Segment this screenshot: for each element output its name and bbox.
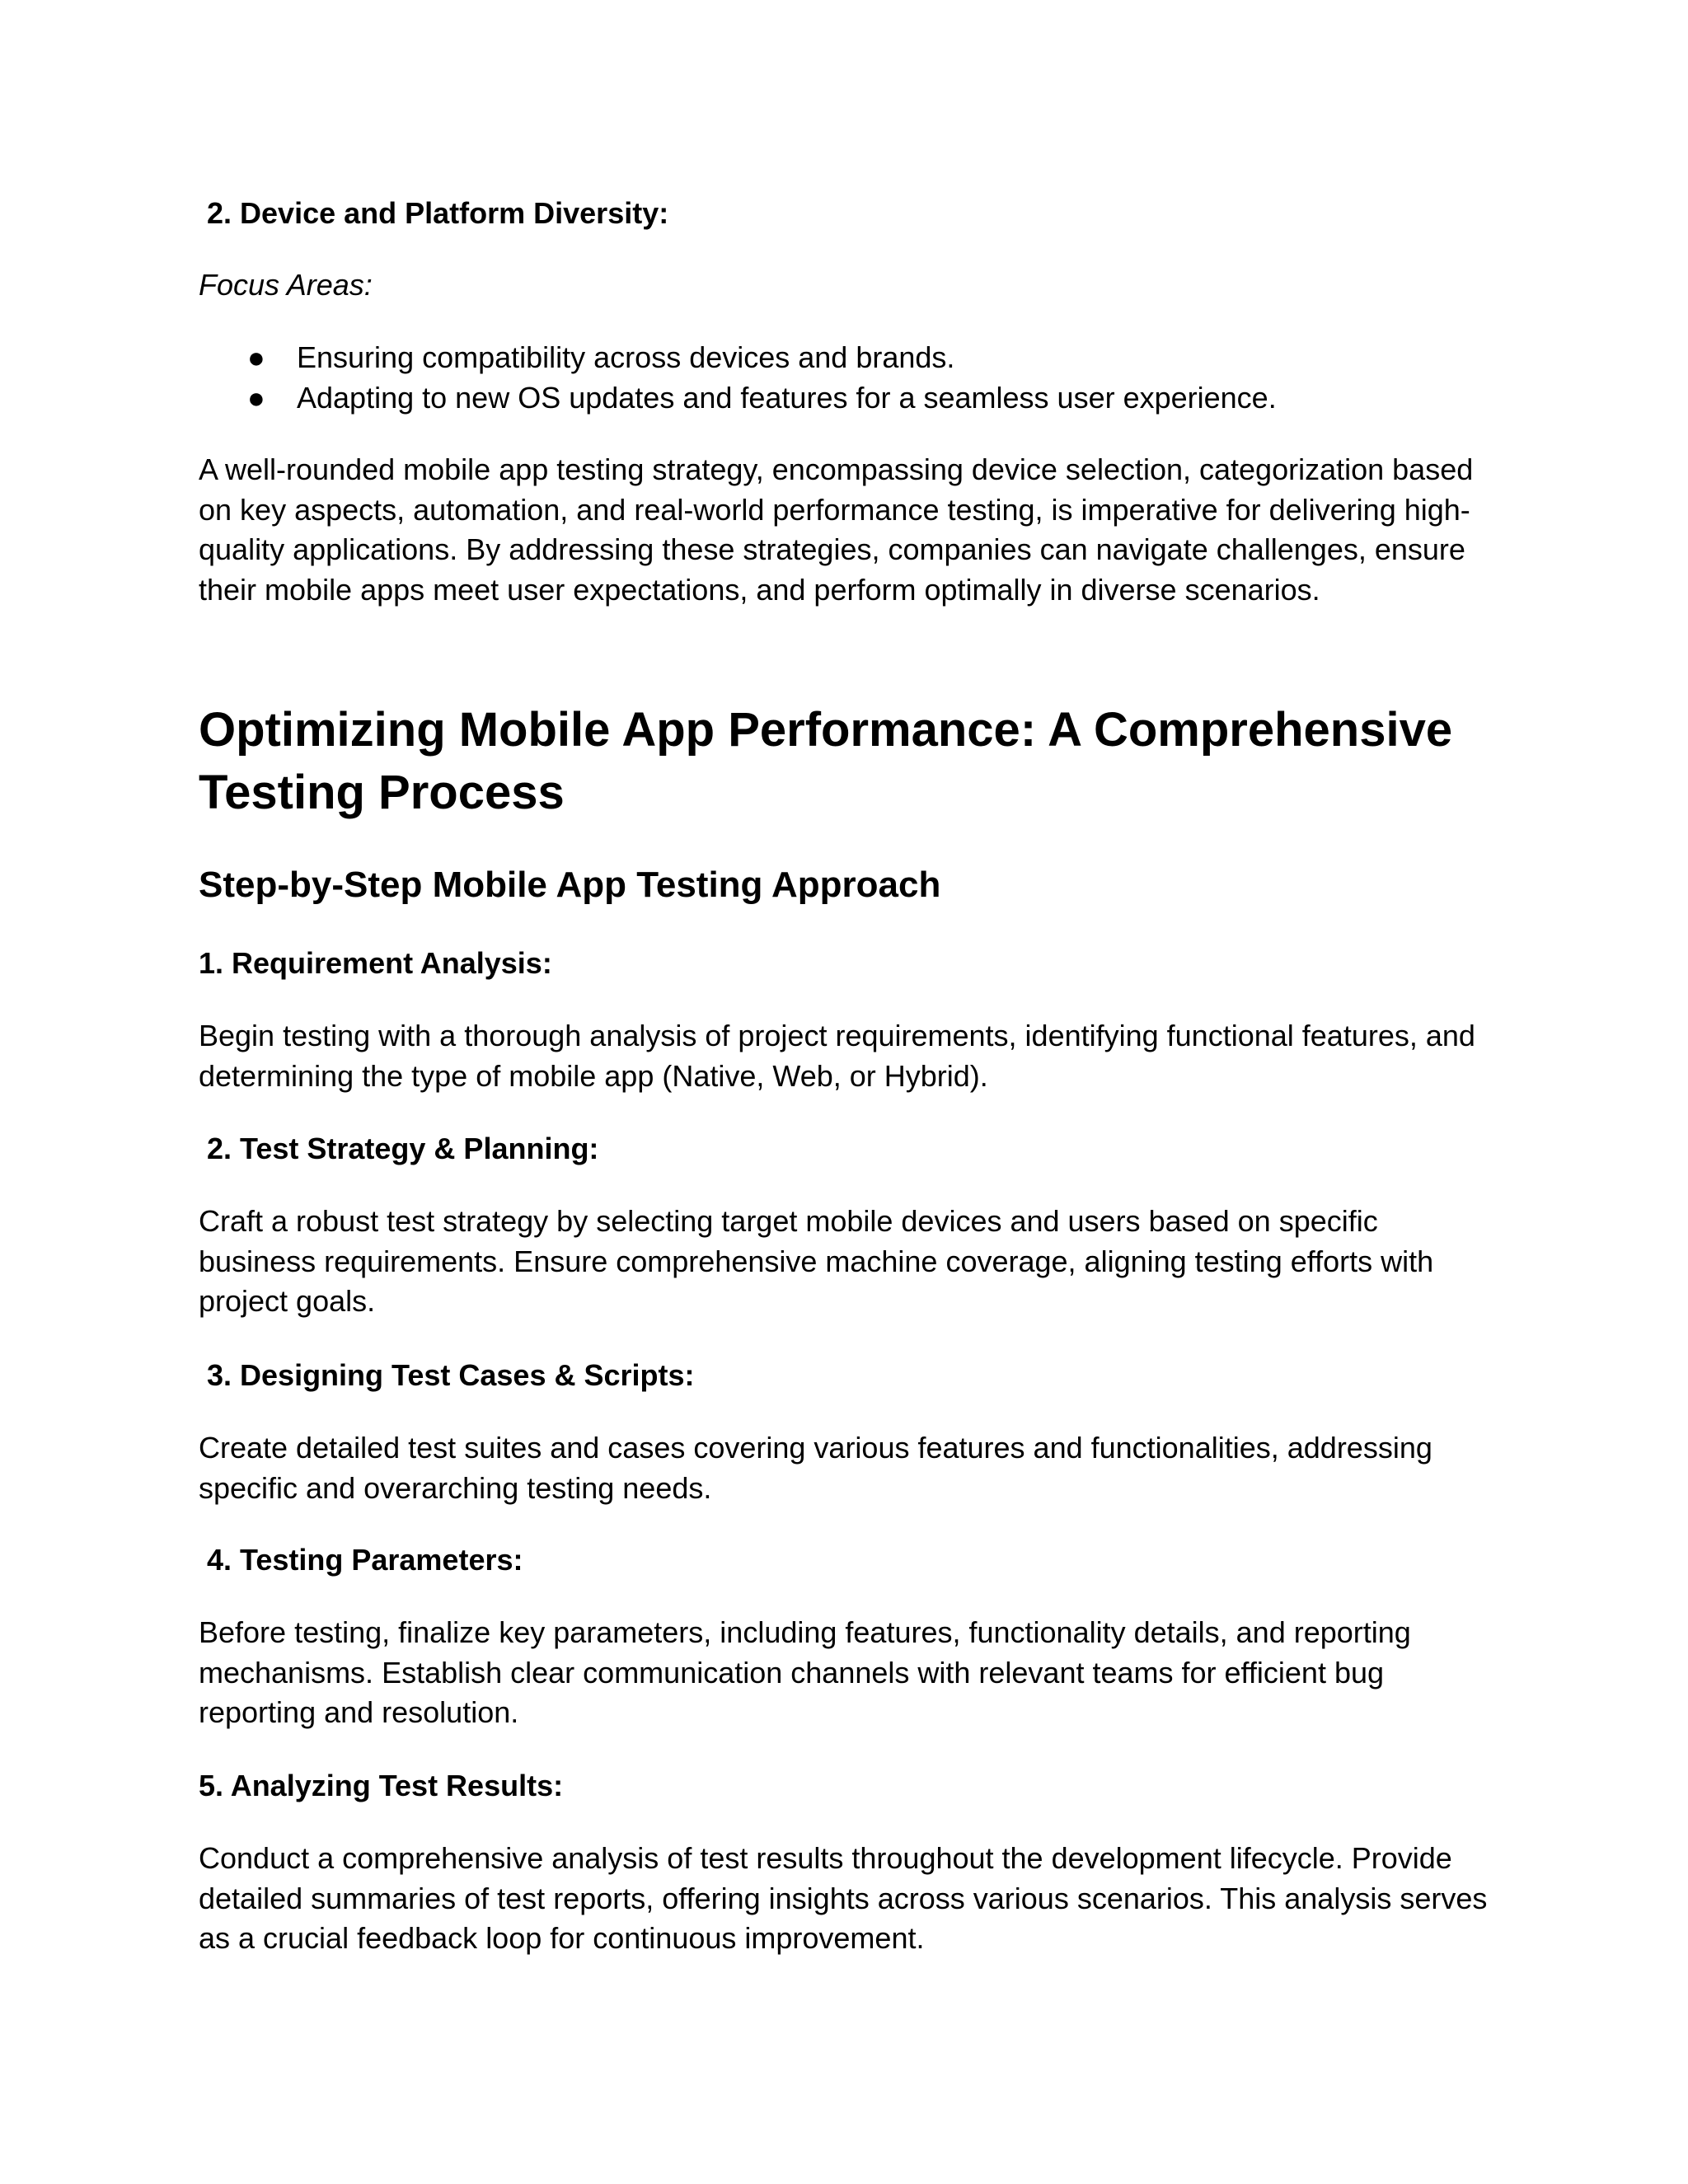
step-heading-test-cases: 3. Designing Test Cases & Scripts: [199,1358,695,1392]
step-text-test-results: Conduct a comprehensive analysis of test results throughout the development lifecycle. Provide detailed summaries of test reports, offering insights across various scenarios. This analysis serves as a crucial feedback loop for continuous improvement. [199,1841,1488,1956]
strategy-summary-paragraph: A well-rounded mobile app testing strategy, encompassing device selection, categorization based on key aspects, automation, and real-world performance testing, is imperative for delivering high-quality applications. By addressing these strategies, companies can navigate challenges, ensure their mobile apps meet user expectations, and perform optimally in diverse scenarios. [199,452,1474,607]
list-item-text: Adapting to new OS updates and features for a seamless user experience. [297,380,1277,415]
bullet-icon: ● [247,380,265,415]
list-item [199,378,1501,419]
section-subtitle: Step-by-Step Mobile App Testing Approach [199,865,941,905]
section-heading-device-diversity: 2. Device and Platform Diversity: [199,196,669,230]
step-text-test-cases: Create detailed test suites and cases covering various features and functionalities, addressing specific and overarching testing needs. [199,1431,1432,1505]
step-heading-test-results: 5. Analyzing Test Results: [199,1769,564,1802]
step-text-test-strategy: Craft a robust test strategy by selecting target mobile devices and users based on specific business requirements. Ensure comprehensive machine coverage, aligning testing efforts with project goals. [199,1204,1434,1319]
bullet-icon: ● [247,340,265,374]
focus-areas-label: Focus Areas: [199,268,373,302]
step-heading-testing-parameters: 4. Testing Parameters: [199,1543,523,1577]
list-item [199,338,1501,378]
list-item-text: Ensuring compatibility across devices and brands. [297,340,955,374]
step-text-requirement-analysis: Begin testing with a thorough analysis of project requirements, identifying functional features, and determining the type of mobile app (Native, Web, or Hybrid). [199,1019,1475,1093]
step-heading-test-strategy: 2. Test Strategy & Planning: [199,1132,599,1165]
page-title: Optimizing Mobile App Performance: A Comprehensive Testing Process [199,703,1453,819]
step-text-testing-parameters: Before testing, finalize key parameters, including features, functionality details, and reporting mechanisms. Establish clear communication channels with relevant teams for efficient bug reporting and resolution. [199,1615,1411,1730]
step-heading-requirement-analysis: 1. Requirement Analysis: [199,946,552,980]
focus-areas-list [199,338,1501,418]
